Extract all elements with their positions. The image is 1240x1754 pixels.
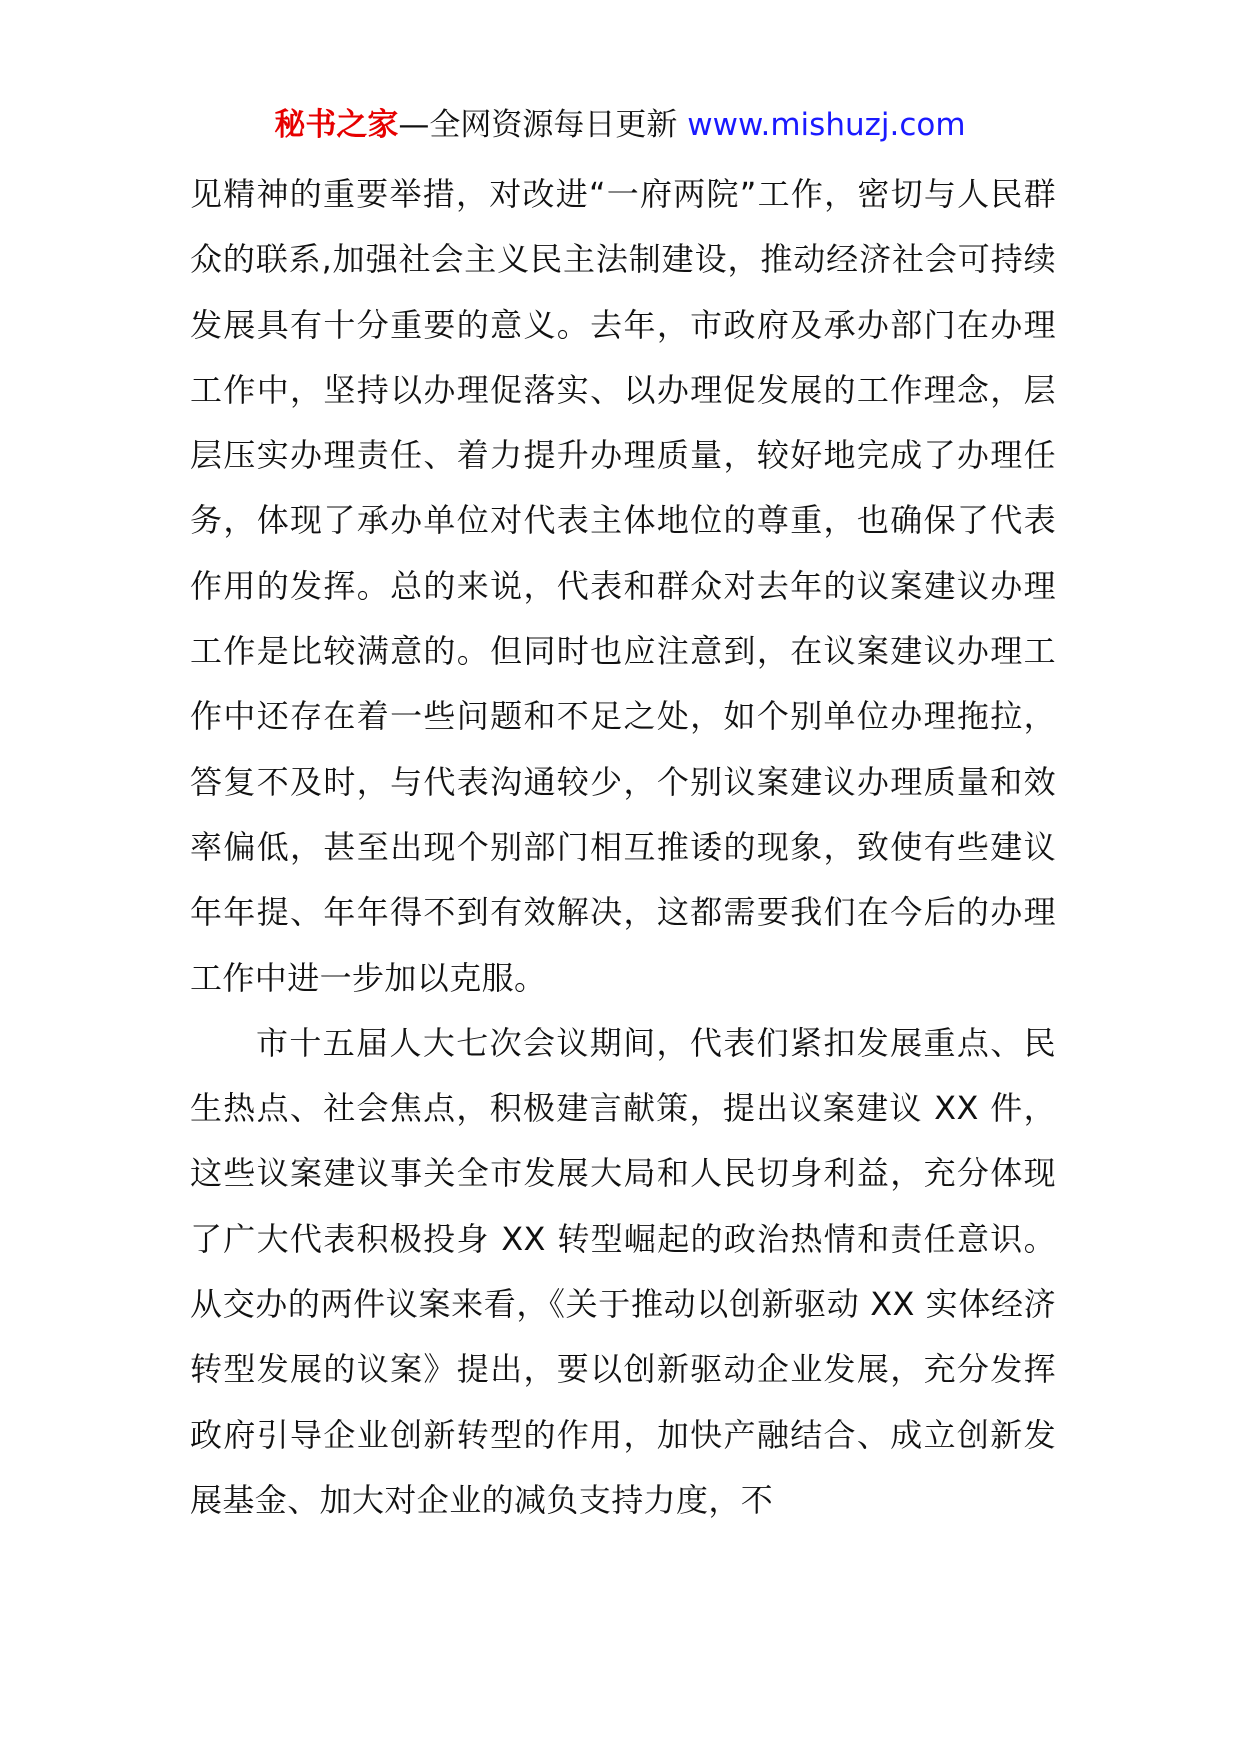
page-header (0, 103, 1240, 147)
website-link[interactable]: www.mishuzj.com (687, 107, 966, 143)
paragraph-second: 市十五届人大七次会议期间，代表们紧扣发展重点、民生热点、社会焦点，积极建言献策，提出议案建议 XX 件，这些议案建议事关全市发展大局和人民切身利益，充分体现了广大代表积极投身 XX 转型崛起的政治热情和责任意识。从交办的两件议案来看，《关于推动以创新驱动 XX 实体经济转型发展的议案》提出，要以创新驱动企业发展，充分发挥政府引导企业创新转型的作用，加快产融结合、成立创新发展基金、加大对企业的减负支持力度，不 (190, 1023, 1056, 1519)
document-body (190, 162, 1056, 1533)
header-tagline: —全网资源每日更新 (398, 107, 688, 143)
brand-name: 秘书之家 (274, 107, 399, 143)
paragraph-continuation: 见精神的重要举措，对改进“一府两院”工作，密切与人民群众的联系,加强社会主义民主法制建设，推动经济社会可持续发展具有十分重要的意义。去年，市政府及承办部门在办理工作中，坚持以办理促落实、以办理促发展的工作理念，层层压实办理责任、着力提升办理质量，较好地完成了办理任务，体现了承办单位对代表主体地位的尊重，也确保了代表作用的发挥。总的来说，代表和群众对去年的议案建议办理工作是比较满意的。但同时也应注意到，在议案建议办理工作中还存在着一些问题和不足之处，如个别单位办理拖拉，答复不及时，与代表沟通较少，个别议案建议办理质量和效率偏低，甚至出现个别部门相互推诿的现象，致使有些建议年年提、年年得不到有效解决，这都需要我们在今后的办理工作中进一步加以克服。 (190, 175, 1056, 997)
